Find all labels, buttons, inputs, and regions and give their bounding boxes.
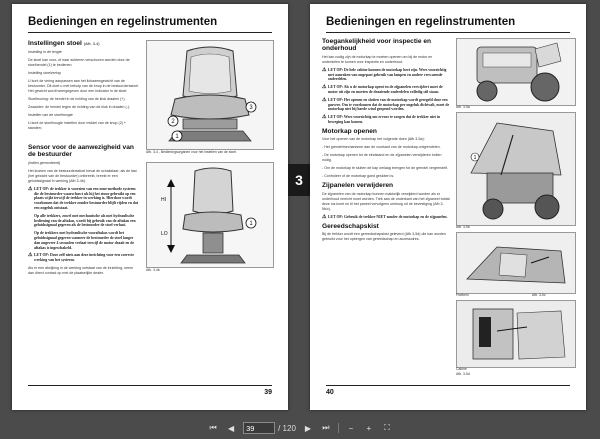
seat-line-0: Instelling in de lengte xyxy=(28,50,62,55)
warning-block: Op de trekkers met hydraulische vooraftakas wordt het geluidssignaal gegeven wanneer de bestuurder de stoel langer dan ongeveer 4 seconden verlaat terwijl de motor draait en de aftakas is ingeschakeld. xyxy=(34,231,135,250)
left-page xyxy=(12,4,288,410)
right-text-column xyxy=(322,38,450,245)
warning-icon: ⚠ xyxy=(322,85,327,91)
seat-line-6: Instellen van de stoelhoogte xyxy=(28,113,73,118)
sensor-end-text: Als er een afwijking in de werking ontstaat van de inrichting, neem dan direct contact op met de plaatselijke dealer. xyxy=(28,265,134,275)
figure-label-cabin: Cabine xyxy=(456,367,467,371)
section-title-sensor: Sensor voor de aanwezigheid van de bestuurder xyxy=(28,144,134,159)
hood-line-2: - De motorkap openen tot de eindstand en de zijpanelen verwijderen indien nodig. xyxy=(322,153,442,163)
zoom-out-icon[interactable]: − xyxy=(348,423,354,433)
first-page-icon[interactable]: ⏮ xyxy=(209,423,217,432)
right-page-header: Bedieningen en regelinstrumenten xyxy=(326,16,516,28)
header-rule xyxy=(326,32,570,33)
warning-icon: ⚠ xyxy=(322,97,327,103)
header-rule xyxy=(28,32,272,33)
hood-raised-illustration xyxy=(457,113,575,225)
svg-text:LO: LO xyxy=(161,231,168,237)
svg-text:1: 1 xyxy=(175,134,179,140)
access-text: Het kan nodig zijn de motorkap te moeten openen om bij de motor en onderdelen te komen voor inspectie en onderhoud. xyxy=(322,54,433,64)
section-title-seat: Instellingen stoel (Afb. 3-4) xyxy=(28,40,100,47)
left-text-column-top xyxy=(28,40,140,134)
seat-line-4: Stoelleuning: de hendel in de richting van de klok draaien (+). xyxy=(28,97,126,102)
viewer-toolbar xyxy=(180,420,420,436)
tractor-hood-illustration xyxy=(457,39,575,105)
last-page-icon[interactable]: ⏭ xyxy=(322,423,330,432)
warning-block: ⚠ LET OP: De hele cabine kunnen de motorkap heet zijn. Wees voorzichtig met aanraken van ongepast gebruik van lampen en andere verwarmde onderdelen. xyxy=(322,67,447,82)
seat-figure xyxy=(146,40,274,150)
svg-text:HI: HI xyxy=(161,197,166,203)
svg-text:2: 2 xyxy=(171,119,175,125)
chapter-tab: 3 xyxy=(288,164,310,196)
figure-caption: Afb. 3-5a xyxy=(456,105,470,109)
left-page-number: 39 xyxy=(264,389,272,396)
toolbox-illustration xyxy=(457,301,575,367)
left-page-header: Bedieningen en regelinstrumenten xyxy=(28,16,218,28)
hood-open-figure xyxy=(456,38,576,106)
warning-icon: ⚠ xyxy=(322,67,327,73)
figure-caption: Afb. 3-5c xyxy=(532,293,546,297)
section-title-hood-open: Motorkap openen xyxy=(322,127,377,135)
toolbar-separator xyxy=(338,423,339,433)
seat-illustration xyxy=(147,41,273,149)
zoom-in-icon[interactable]: + xyxy=(366,423,372,433)
footer-rule xyxy=(326,385,570,386)
seat-line-3: U kunt de vering aanpassen aan het lichaamsgewicht van de bestuurder. Dit doet u met behulp van de knop in de bestuurdersstoel. Het gewicht wordt weergegeven door een indicator in de stoel. xyxy=(28,79,140,94)
right-page-number: 40 xyxy=(326,389,334,396)
svg-text:1: 1 xyxy=(473,155,477,161)
warning-block: ⚠ LET OP: Het openen en sluiten van de motorkap wordt geregeld door een gasveer. Om te voorkomen dat de motorkap per ongeluk dichtvalt, moet de motorkap niet bij harde wind geopend worden. xyxy=(322,97,450,112)
figure-label-platform: Platform xyxy=(456,293,469,297)
page-indicator xyxy=(243,422,296,434)
platform-figure xyxy=(456,232,576,294)
warning-block: ⚠ LET OP: Gebruik de trekker NIET zonder de motorkap en de zijpanelen. xyxy=(322,214,448,220)
figure-caption: Afb. 3-5d xyxy=(456,372,470,376)
svg-text:1: 1 xyxy=(249,221,253,227)
section-title-access: Toegankelijkheid voor inspectie en onderhoud xyxy=(322,38,432,53)
warning-icon: ⚠ xyxy=(28,253,33,259)
side-panels-text: De zijpanelen van de motorkap kunnen makkelijk verwijderd worden als er onderhoud verricht moet worden. Trek aan de onderkant van het zijpaneel totdat deze los komt en til het paneel vervolgens omhoog uit de bevestiging (Afb 3-5b/c). xyxy=(322,191,450,211)
warning-block: ⚠ LET OP: Als u de motorkap opent en de zijpanelen verwijdert moet de motor uit zijn en moeten de draaiende onderdelen volledig stil staan. xyxy=(322,85,443,94)
next-page-icon[interactable]: ▶ xyxy=(304,423,311,433)
page-number-input[interactable] xyxy=(243,422,275,434)
right-page xyxy=(310,4,586,410)
side-panel-illustration xyxy=(457,233,575,293)
seat-sensor-figure xyxy=(146,162,274,268)
svg-text:3: 3 xyxy=(249,105,253,111)
section-title-toolbox: Gereedschapskist xyxy=(322,222,379,230)
warning-icon: ⚠ xyxy=(322,115,327,121)
seat-height-illustration xyxy=(147,163,273,267)
warning-block: ⚠ LET OP: de trekker is voorzien van een zone-methode systeem die de bestuurder waarschuwt als hij het stuur gebruikt op een plaats wijkt terwijl de trekker in werking is. Hierdoor wordt voorkomen dat de trekker zonder bestuurder blijft rijden en dat een ongeluk ontstaat. xyxy=(28,186,139,210)
warning-icon: ⚠ xyxy=(322,214,327,220)
seat-figure-caption: Afb. 3-4 - Bedieningsorganen voor het instellen van de stoel. xyxy=(146,150,237,154)
cabin-figure xyxy=(456,300,576,368)
toolbox-text: Bij de trekker wordt een gereedschapskist geleverd (Afb 3-5d) die kan worden gebruikt voor het opbergen van gereedschap en accessoires. xyxy=(322,232,446,241)
sensor-subtitle: (indien gemonteerd) xyxy=(28,160,61,165)
seat-line-7: U kunt de stoelhoogte instellen door middel van de knop (2) + standen; xyxy=(28,121,126,131)
sensor-text: Het kussen van de bestuurdersstoel bevat de schakelaar; als de last (het gewicht van de bestuurder) ontbreekt, breekt er een geluidssignaal in werking (Afb 3-4b). xyxy=(28,168,137,183)
footer-rule xyxy=(28,385,272,386)
warning-block: Op alle trekkers, zowel met mechanische als met hydraulische bediening van de aftakas, wordt bij gebruik van de aftakas een geluidssignaal gegeven als de bestuurder de stoel verlaat. xyxy=(34,213,136,228)
left-text-column-bottom xyxy=(28,144,140,279)
seat-line-1: De stoel kan voor- of naar achteren verschoven worden door de stoelhendel (1) te bedienen. xyxy=(28,58,130,68)
hood-raised-figure xyxy=(456,112,576,226)
figure-caption: Afb. 3-5b xyxy=(456,225,470,229)
seat-line-5: Zwaarder: de hendel tegen de richting van de klok in draaien (-). xyxy=(28,105,131,110)
hood-line-1: - Het grendelmechanisme aan de voorkant van de motorkap ontgrendelen. xyxy=(322,145,441,150)
warning-block: ⚠ LET OP: Wees voorzichtig om ervoor te zorgen dat de trekker niet in beweging kan komen. xyxy=(322,115,441,124)
sensor-figure-caption: Afb. 3-4b xyxy=(146,268,160,272)
warning-block: ⚠ LET OP: Door zelf niets aan deze inrichting voor een correcte werking van het systeem. xyxy=(28,253,135,263)
hood-line-4: - Controleer of de motorkap goed gesloten is. xyxy=(322,174,395,179)
fit-page-icon[interactable]: ⛶ xyxy=(384,423,390,432)
hood-line-0: Voor het openen van de motorkap het volgende doen (Afb 3-5a): xyxy=(322,137,425,142)
seat-line-2: Instelling stoelvering xyxy=(28,71,61,76)
hood-line-3: - Om de motorkap te sluiten de kap omlaag brengen tot de grendel vergrendelt. xyxy=(322,166,449,171)
section-title-side-panels: Zijpanelen verwijderen xyxy=(322,182,394,190)
warning-icon: ⚠ xyxy=(28,186,33,192)
prev-page-icon[interactable]: ◀ xyxy=(228,423,235,433)
page-total: / 120 xyxy=(278,423,296,433)
